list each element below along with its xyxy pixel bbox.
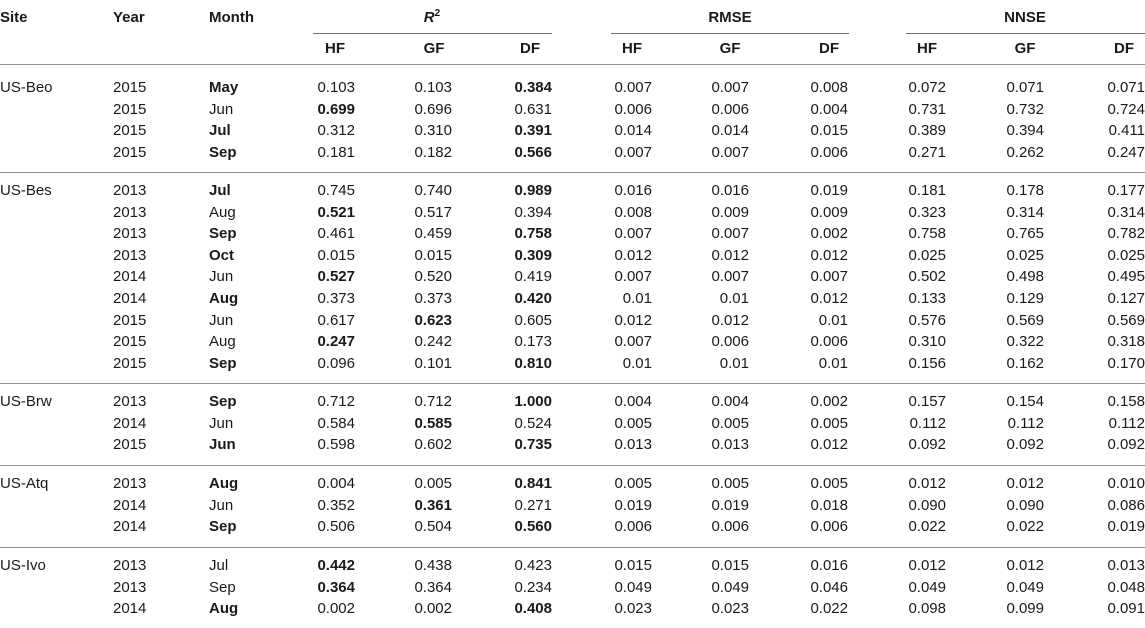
site-separator xyxy=(0,383,1145,384)
cell-r2-df: 0.560 xyxy=(514,518,552,536)
cell-nnse-df: 0.048 xyxy=(1107,578,1145,596)
cell-r2-hf: 0.103 xyxy=(317,79,355,96)
cell-year: 2015 xyxy=(113,436,147,454)
cell-r2-df: 0.524 xyxy=(514,414,552,432)
cell-month: Aug xyxy=(209,203,236,221)
cell-year: 2014 xyxy=(113,414,147,432)
cell-rmse-gf: 0.005 xyxy=(711,475,749,492)
cell-rmse-df: 0.002 xyxy=(810,225,848,243)
cell-month: Sep xyxy=(209,354,237,372)
cell-nnse-hf: 0.022 xyxy=(908,518,946,536)
cell-r2-df: 0.173 xyxy=(514,333,552,351)
cell-rmse-hf: 0.023 xyxy=(614,600,652,618)
cell-r2-df: 0.810 xyxy=(514,354,552,372)
cell-r2-hf: 0.506 xyxy=(317,518,355,536)
header-year: Year xyxy=(113,9,145,26)
cell-r2-gf: 0.438 xyxy=(414,557,452,574)
cell-rmse-df: 0.018 xyxy=(810,496,848,514)
cell-r2-hf: 0.002 xyxy=(317,600,355,618)
cell-nnse-hf: 0.098 xyxy=(908,600,946,618)
cell-nnse-hf: 0.156 xyxy=(908,354,946,372)
cell-year: 2015 xyxy=(113,122,147,140)
cell-month: Jun xyxy=(209,436,236,454)
header-group-1 xyxy=(708,9,751,27)
cell-year: 2013 xyxy=(113,393,147,410)
cell-rmse-df: 0.006 xyxy=(810,333,848,351)
cell-nnse-gf: 0.099 xyxy=(1006,600,1044,618)
cell-nnse-hf: 0.758 xyxy=(908,225,946,243)
cell-r2-hf: 0.247 xyxy=(317,333,355,351)
cell-nnse-gf: 0.178 xyxy=(1006,182,1044,199)
cell-nnse-hf: 0.133 xyxy=(908,290,946,307)
cell-r2-gf: 0.602 xyxy=(414,436,452,454)
cell-rmse-hf: 0.012 xyxy=(614,311,652,329)
cell-nnse-gf: 0.322 xyxy=(1006,333,1044,351)
cell-nnse-hf: 0.090 xyxy=(908,496,946,514)
cell-r2-gf: 0.696 xyxy=(414,100,452,118)
cell-rmse-hf: 0.01 xyxy=(622,354,652,372)
cell-nnse-hf: 0.576 xyxy=(908,311,946,329)
cell-r2-df: 0.408 xyxy=(514,600,552,618)
cell-nnse-gf: 0.012 xyxy=(1006,557,1044,574)
cell-r2-df: 0.420 xyxy=(514,290,552,307)
cell-month: May xyxy=(209,79,239,96)
header-sub-df: DF xyxy=(1114,40,1134,57)
cell-rmse-gf: 0.014 xyxy=(711,122,749,140)
cell-r2-df: 0.841 xyxy=(514,475,552,492)
cell-r2-gf: 0.182 xyxy=(414,143,452,161)
cell-nnse-hf: 0.012 xyxy=(908,557,946,574)
cell-year: 2015 xyxy=(113,333,147,351)
cell-nnse-gf: 0.071 xyxy=(1006,79,1044,96)
cell-nnse-hf: 0.323 xyxy=(908,203,946,221)
header-sub-gf: GF xyxy=(423,40,445,57)
site-name: US-Atq xyxy=(0,475,49,492)
cell-nnse-hf: 0.271 xyxy=(908,143,946,161)
cell-r2-hf: 0.617 xyxy=(317,311,355,329)
cell-rmse-hf: 0.004 xyxy=(614,393,652,410)
site-name: US-Beo xyxy=(0,79,53,96)
cell-month: Sep xyxy=(209,393,237,410)
cell-rmse-hf: 0.006 xyxy=(614,518,652,536)
cell-rmse-gf: 0.006 xyxy=(711,518,749,536)
cell-r2-df: 0.735 xyxy=(514,436,552,454)
cell-year: 2013 xyxy=(113,182,147,199)
cell-nnse-df: 0.019 xyxy=(1107,518,1145,536)
cell-rmse-hf: 0.005 xyxy=(614,475,652,492)
cell-rmse-df: 0.01 xyxy=(818,311,848,329)
cell-month: Jun xyxy=(209,496,234,514)
cell-year: 2014 xyxy=(113,290,147,307)
cell-nnse-hf: 0.389 xyxy=(908,122,946,140)
site-name: US-Ivo xyxy=(0,557,46,574)
cell-r2-gf: 0.361 xyxy=(414,496,452,514)
cell-rmse-df: 0.008 xyxy=(810,79,848,96)
cell-month: Sep xyxy=(209,225,237,243)
cell-year: 2015 xyxy=(113,354,147,372)
cell-r2-hf: 0.181 xyxy=(317,143,355,161)
cell-nnse-hf: 0.181 xyxy=(908,182,946,199)
header-rule xyxy=(0,64,1145,65)
cell-rmse-gf: 0.012 xyxy=(711,246,749,264)
cell-r2-df: 0.989 xyxy=(514,182,552,199)
cell-r2-hf: 0.461 xyxy=(317,225,355,243)
cell-rmse-gf: 0.007 xyxy=(711,143,749,161)
header-group-0 xyxy=(424,9,440,27)
cell-r2-gf: 0.517 xyxy=(414,203,452,221)
cell-rmse-gf: 0.019 xyxy=(711,496,749,514)
cell-rmse-hf: 0.006 xyxy=(614,100,652,118)
cell-r2-df: 0.384 xyxy=(514,79,552,96)
cell-rmse-df: 0.012 xyxy=(810,246,848,264)
cell-r2-gf: 0.103 xyxy=(414,79,452,96)
cell-rmse-df: 0.019 xyxy=(810,182,848,199)
cell-nnse-df: 0.411 xyxy=(1108,122,1145,140)
cell-rmse-hf: 0.01 xyxy=(622,290,652,307)
header-group-rule xyxy=(906,33,1145,34)
site-name: US-Brw xyxy=(0,393,52,410)
cell-nnse-hf: 0.157 xyxy=(908,393,946,410)
cell-month: Aug xyxy=(209,600,239,618)
header-group-rule xyxy=(611,33,849,34)
cell-r2-gf: 0.242 xyxy=(414,333,452,351)
cell-month: Sep xyxy=(209,578,236,596)
cell-nnse-gf: 0.092 xyxy=(1006,436,1044,454)
cell-month: Aug xyxy=(209,333,236,351)
cell-month: Aug xyxy=(209,475,239,492)
cell-nnse-gf: 0.112 xyxy=(1007,414,1044,432)
cell-r2-hf: 0.015 xyxy=(317,246,355,264)
cell-rmse-hf: 0.013 xyxy=(614,436,652,454)
cell-r2-df: 0.758 xyxy=(514,225,552,243)
cell-nnse-gf: 0.012 xyxy=(1006,475,1044,492)
cell-year: 2013 xyxy=(113,475,147,492)
cell-rmse-hf: 0.007 xyxy=(614,79,652,96)
cell-r2-gf: 0.373 xyxy=(414,290,452,307)
cell-r2-hf: 0.712 xyxy=(317,393,355,410)
cell-nnse-hf: 0.012 xyxy=(908,475,946,492)
cell-r2-hf: 0.584 xyxy=(317,414,355,432)
cell-r2-gf: 0.585 xyxy=(414,414,452,432)
cell-year: 2013 xyxy=(113,578,147,596)
cell-month: Jun xyxy=(209,268,234,286)
header-sub-gf: GF xyxy=(1014,40,1036,57)
cell-rmse-gf: 0.013 xyxy=(711,436,749,454)
cell-r2-gf: 0.002 xyxy=(414,600,452,618)
cell-r2-gf: 0.712 xyxy=(414,393,452,410)
cell-r2-df: 1.000 xyxy=(514,393,552,410)
cell-rmse-gf: 0.006 xyxy=(711,100,749,118)
cell-rmse-df: 0.046 xyxy=(810,578,848,596)
cell-r2-gf: 0.520 xyxy=(414,268,452,286)
cell-nnse-hf: 0.731 xyxy=(908,100,946,118)
header-group-label: R xyxy=(423,9,435,26)
header-group-sup: 2 xyxy=(434,8,441,19)
cell-year: 2015 xyxy=(113,143,147,161)
cell-nnse-df: 0.495 xyxy=(1107,268,1145,286)
cell-r2-df: 0.605 xyxy=(514,311,552,329)
cell-nnse-gf: 0.022 xyxy=(1006,518,1044,536)
cell-r2-df: 0.423 xyxy=(514,557,552,574)
site-name: US-Bes xyxy=(0,182,52,199)
cell-rmse-gf: 0.005 xyxy=(711,414,749,432)
cell-r2-hf: 0.373 xyxy=(317,290,355,307)
cell-rmse-gf: 0.009 xyxy=(711,203,749,221)
cell-nnse-df: 0.091 xyxy=(1107,600,1145,618)
cell-month: Sep xyxy=(209,143,237,161)
cell-nnse-hf: 0.112 xyxy=(909,414,946,432)
cell-rmse-hf: 0.008 xyxy=(614,203,652,221)
cell-r2-hf: 0.096 xyxy=(317,354,355,372)
header-month: Month xyxy=(209,9,254,26)
cell-nnse-gf: 0.732 xyxy=(1006,100,1044,118)
cell-r2-hf: 0.312 xyxy=(317,122,355,140)
cell-nnse-hf: 0.310 xyxy=(908,333,946,351)
cell-r2-gf: 0.005 xyxy=(414,475,452,492)
cell-rmse-gf: 0.049 xyxy=(711,578,749,596)
cell-rmse-df: 0.01 xyxy=(818,354,848,372)
cell-rmse-hf: 0.007 xyxy=(614,143,652,161)
cell-rmse-df: 0.007 xyxy=(810,268,848,286)
header-sub-hf: HF xyxy=(325,40,345,57)
cell-nnse-hf: 0.049 xyxy=(908,578,946,596)
cell-rmse-gf: 0.016 xyxy=(711,182,749,199)
cell-nnse-gf: 0.090 xyxy=(1006,496,1044,514)
cell-rmse-gf: 0.007 xyxy=(711,79,749,96)
cell-nnse-df: 0.724 xyxy=(1107,100,1145,118)
cell-r2-gf: 0.015 xyxy=(414,246,452,264)
cell-month: Jul xyxy=(209,122,231,140)
cell-year: 2015 xyxy=(113,79,147,96)
cell-nnse-df: 0.071 xyxy=(1107,79,1145,96)
cell-rmse-hf: 0.049 xyxy=(614,578,652,596)
header-sub-df: DF xyxy=(819,40,839,57)
cell-nnse-df: 0.127 xyxy=(1107,290,1145,307)
site-separator xyxy=(0,547,1145,548)
cell-r2-gf: 0.101 xyxy=(414,354,452,372)
cell-nnse-df: 0.112 xyxy=(1108,414,1145,432)
cell-rmse-gf: 0.007 xyxy=(711,268,749,286)
cell-rmse-df: 0.006 xyxy=(810,518,848,536)
cell-month: Jun xyxy=(209,414,234,432)
header-group-rule xyxy=(313,33,552,34)
cell-year: 2013 xyxy=(113,203,147,221)
cell-year: 2014 xyxy=(113,518,147,536)
cell-nnse-gf: 0.262 xyxy=(1006,143,1044,161)
cell-r2-gf: 0.740 xyxy=(414,182,452,199)
cell-r2-hf: 0.364 xyxy=(317,578,355,596)
header-group-label: RMSE xyxy=(708,9,752,26)
header-group-2 xyxy=(1004,9,1046,27)
cell-year: 2015 xyxy=(113,100,147,118)
cell-nnse-gf: 0.129 xyxy=(1006,290,1044,307)
cell-month: Aug xyxy=(209,290,239,307)
cell-rmse-gf: 0.006 xyxy=(711,333,749,351)
cell-month: Jun xyxy=(209,100,234,118)
cell-nnse-df: 0.314 xyxy=(1107,203,1145,221)
cell-month: Jul xyxy=(209,182,231,199)
header-sub-gf: GF xyxy=(719,40,741,57)
cell-r2-gf: 0.364 xyxy=(414,578,452,596)
cell-year: 2013 xyxy=(113,225,147,243)
cell-rmse-df: 0.012 xyxy=(810,436,848,454)
cell-r2-df: 0.271 xyxy=(514,496,552,514)
cell-nnse-df: 0.569 xyxy=(1107,311,1145,329)
cell-nnse-gf: 0.314 xyxy=(1006,203,1044,221)
header-site: Site xyxy=(0,9,28,26)
cell-r2-df: 0.566 xyxy=(514,143,552,161)
cell-rmse-gf: 0.01 xyxy=(719,354,749,372)
cell-rmse-hf: 0.015 xyxy=(614,557,652,574)
cell-rmse-hf: 0.016 xyxy=(614,182,652,199)
cell-nnse-gf: 0.049 xyxy=(1006,578,1044,596)
cell-r2-hf: 0.004 xyxy=(317,475,355,492)
cell-month: Sep xyxy=(209,518,237,536)
cell-nnse-df: 0.177 xyxy=(1107,182,1145,199)
site-separator xyxy=(0,465,1145,466)
cell-rmse-hf: 0.012 xyxy=(614,246,652,264)
cell-month: Oct xyxy=(209,246,235,264)
cell-year: 2014 xyxy=(113,496,147,514)
cell-year: 2015 xyxy=(113,311,147,329)
cell-nnse-df: 0.170 xyxy=(1107,354,1145,372)
cell-nnse-df: 0.025 xyxy=(1107,246,1145,264)
cell-rmse-gf: 0.012 xyxy=(711,311,749,329)
cell-rmse-gf: 0.01 xyxy=(719,290,749,307)
cell-r2-hf: 0.352 xyxy=(317,496,355,514)
cell-rmse-df: 0.002 xyxy=(810,393,848,410)
cell-nnse-df: 0.158 xyxy=(1107,393,1145,410)
cell-nnse-df: 0.013 xyxy=(1107,557,1145,574)
cell-nnse-df: 0.086 xyxy=(1107,496,1145,514)
cell-year: 2014 xyxy=(113,268,147,286)
cell-nnse-gf: 0.569 xyxy=(1006,311,1044,329)
cell-nnse-hf: 0.025 xyxy=(908,246,946,264)
cell-nnse-df: 0.092 xyxy=(1107,436,1145,454)
cell-rmse-gf: 0.007 xyxy=(711,225,749,243)
site-separator xyxy=(0,172,1145,173)
cell-r2-hf: 0.521 xyxy=(317,203,355,221)
cell-month: Jun xyxy=(209,311,234,329)
cell-year: 2013 xyxy=(113,246,147,264)
cell-rmse-df: 0.009 xyxy=(810,203,848,221)
cell-rmse-df: 0.015 xyxy=(810,122,848,140)
cell-rmse-gf: 0.023 xyxy=(711,600,749,618)
cell-nnse-df: 0.247 xyxy=(1107,143,1145,161)
cell-r2-df: 0.394 xyxy=(514,203,552,221)
cell-rmse-df: 0.016 xyxy=(810,557,848,574)
cell-r2-hf: 0.442 xyxy=(317,557,355,574)
cell-r2-df: 0.419 xyxy=(514,268,552,286)
cell-rmse-df: 0.005 xyxy=(810,414,848,432)
cell-r2-df: 0.234 xyxy=(514,578,552,596)
cell-r2-hf: 0.745 xyxy=(317,182,355,199)
cell-nnse-gf: 0.025 xyxy=(1006,246,1044,264)
cell-r2-gf: 0.504 xyxy=(414,518,452,536)
cell-r2-gf: 0.310 xyxy=(414,122,452,140)
header-sub-hf: HF xyxy=(622,40,642,57)
cell-nnse-hf: 0.092 xyxy=(908,436,946,454)
header-sub-hf: HF xyxy=(917,40,937,57)
cell-rmse-df: 0.005 xyxy=(810,475,848,492)
cell-rmse-gf: 0.015 xyxy=(711,557,749,574)
cell-rmse-hf: 0.007 xyxy=(614,225,652,243)
cell-rmse-df: 0.006 xyxy=(810,143,848,161)
cell-r2-hf: 0.527 xyxy=(317,268,355,286)
cell-nnse-gf: 0.498 xyxy=(1006,268,1044,286)
cell-nnse-hf: 0.072 xyxy=(908,79,946,96)
cell-r2-df: 0.309 xyxy=(514,246,552,264)
cell-rmse-df: 0.022 xyxy=(810,600,848,618)
cell-nnse-df: 0.010 xyxy=(1107,475,1145,492)
cell-rmse-gf: 0.004 xyxy=(711,393,749,410)
cell-month: Jul xyxy=(209,557,229,574)
cell-rmse-hf: 0.007 xyxy=(614,333,652,351)
cell-nnse-gf: 0.162 xyxy=(1006,354,1044,372)
cell-rmse-df: 0.004 xyxy=(810,100,848,118)
cell-nnse-df: 0.318 xyxy=(1107,333,1145,351)
cell-nnse-gf: 0.765 xyxy=(1006,225,1044,243)
cell-rmse-hf: 0.005 xyxy=(614,414,652,432)
cell-r2-gf: 0.623 xyxy=(414,311,452,329)
cell-rmse-df: 0.012 xyxy=(810,290,848,307)
cell-r2-df: 0.391 xyxy=(514,122,552,140)
cell-r2-gf: 0.459 xyxy=(414,225,452,243)
cell-r2-df: 0.631 xyxy=(514,100,552,118)
cell-nnse-hf: 0.502 xyxy=(908,268,946,286)
header-sub-df: DF xyxy=(520,40,540,57)
cell-year: 2014 xyxy=(113,600,147,618)
cell-nnse-gf: 0.394 xyxy=(1006,122,1044,140)
cell-nnse-df: 0.782 xyxy=(1107,225,1145,243)
cell-rmse-hf: 0.007 xyxy=(614,268,652,286)
cell-year: 2013 xyxy=(113,557,147,574)
cell-r2-hf: 0.699 xyxy=(317,100,355,118)
cell-rmse-hf: 0.019 xyxy=(614,496,652,514)
header-group-label: NNSE xyxy=(1004,9,1046,26)
cell-nnse-gf: 0.154 xyxy=(1006,393,1044,410)
cell-r2-hf: 0.598 xyxy=(317,436,355,454)
cell-rmse-hf: 0.014 xyxy=(614,122,652,140)
